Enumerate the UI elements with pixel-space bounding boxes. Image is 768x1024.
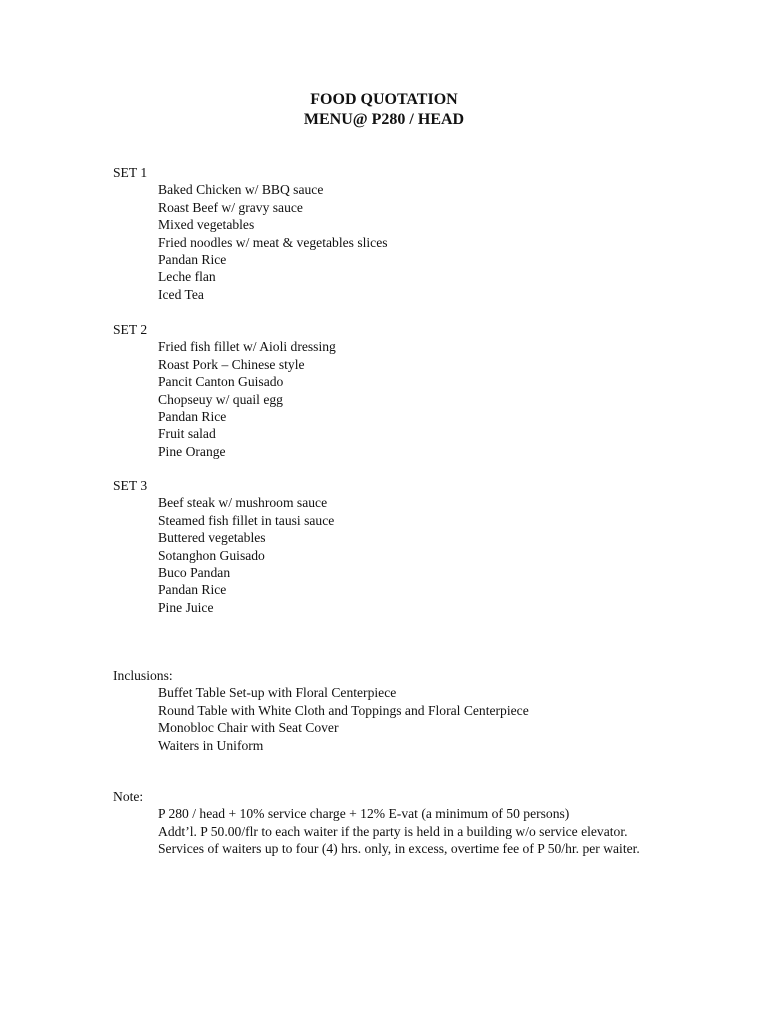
inclusion-item: Buffet Table Set-up with Floral Centerpiece — [158, 685, 397, 701]
inclusions-label: Inclusions: — [113, 668, 173, 683]
menu-item: Beef steak w/ mushroom sauce — [158, 495, 328, 511]
note-section — [113, 788, 673, 858]
inclusions-list — [113, 684, 673, 754]
menu-item: Pine Orange — [158, 443, 226, 459]
note-label: Note: — [113, 789, 144, 804]
menu-item: Baked Chicken w/ BBQ sauce — [158, 182, 324, 198]
set-label: SET 1 — [113, 165, 148, 180]
menu-item: Leche flan — [158, 269, 216, 285]
note-paragraph: Services of waiters up to four (4) hrs. only, in excess, overtime fee of P 50/hr. per waiter. — [158, 841, 640, 857]
set-label: SET 3 — [113, 478, 148, 493]
inclusion-item: Round Table with White Cloth and Toppings and Floral Centerpiece — [158, 702, 529, 718]
menu-item: Pancit Canton Guisado — [158, 374, 284, 390]
menu-item: Sotanghon Guisado — [158, 547, 265, 563]
menu-item: Pine Juice — [158, 599, 214, 615]
menu-item: Fruit salad — [158, 426, 216, 442]
set-items — [113, 338, 673, 460]
menu-item: Chopseuy w/ quail egg — [158, 391, 283, 407]
menu-item: Pandan Rice — [158, 582, 227, 598]
set-label: SET 2 — [113, 322, 148, 337]
menu-set-1 — [113, 164, 673, 303]
document-subtitle: MENU@ P280 / HEAD — [303, 111, 465, 128]
inclusion-item: Waiters in Uniform — [158, 737, 264, 753]
menu-item: Roast Beef w/ gravy sauce — [158, 199, 303, 215]
document-title: FOOD QUOTATION — [310, 91, 458, 108]
note-paragraph: Addt’l. P 50.00/flr to each waiter if the party is held in a building w/o service elevator. — [158, 823, 628, 839]
menu-item: Pandan Rice — [158, 251, 227, 267]
menu-item: Pandan Rice — [158, 408, 227, 424]
menu-item: Buttered vegetables — [158, 530, 266, 546]
inclusion-item: Monobloc Chair with Seat Cover — [158, 720, 339, 736]
inclusions-section — [113, 667, 673, 754]
set-items — [113, 494, 673, 616]
menu-item: Fried fish fillet w/ Aioli dressing — [158, 339, 336, 355]
menu-item: Iced Tea — [158, 286, 204, 302]
note-paragraph: P 280 / head + 10% service charge + 12% E-vat (a minimum of 50 persons) — [158, 806, 570, 822]
menu-item: Mixed vegetables — [158, 217, 255, 233]
menu-set-3 — [113, 477, 673, 616]
menu-set-2 — [113, 321, 673, 460]
set-items — [113, 181, 673, 303]
menu-item: Roast Pork – Chinese style — [158, 356, 305, 372]
menu-item: Steamed fish fillet in tausi sauce — [158, 512, 335, 528]
menu-item: Fried noodles w/ meat & vegetables slices — [158, 234, 388, 250]
menu-item: Buco Pandan — [158, 564, 231, 580]
